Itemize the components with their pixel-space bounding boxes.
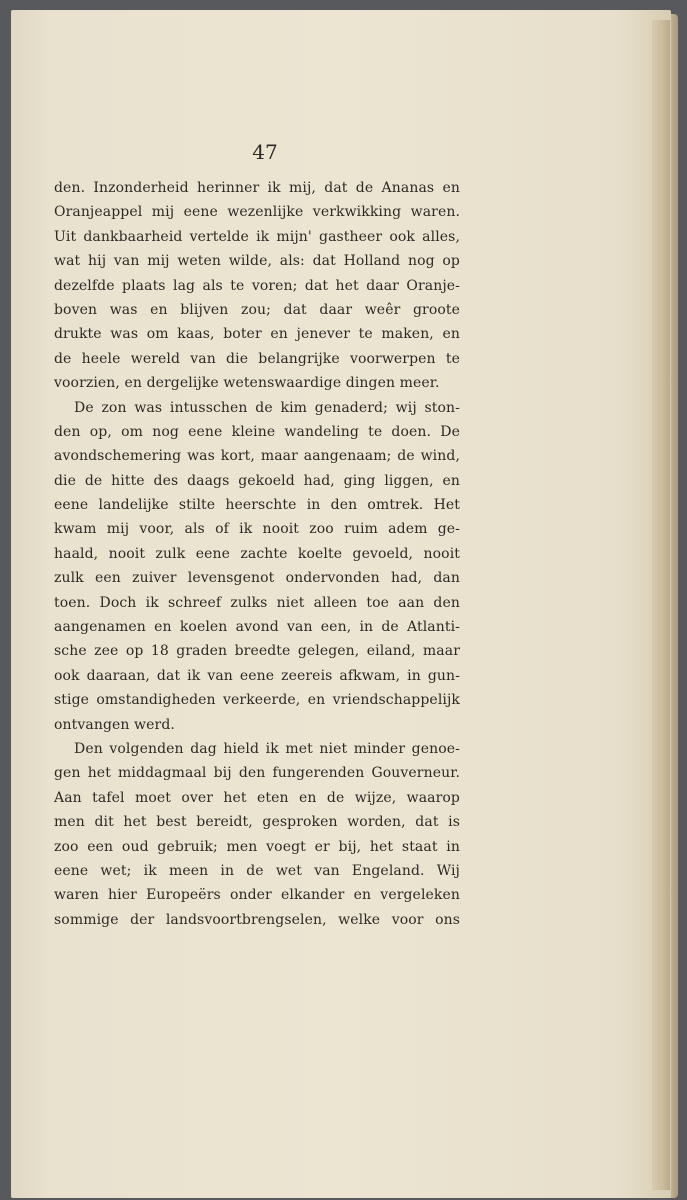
text-line: Aan tafel moet over het eten en de wijze, waarop [54, 789, 460, 806]
text-line: eene landelijke stilte heerschte in den omtrek. Het [54, 497, 460, 514]
text-line: den op, om nog eene kleine wandeling te doen. De [54, 423, 460, 440]
text-line: die de hitte des daags gekoeld had, ging liggen, en [54, 472, 460, 489]
text-line: zulk een zuiver levensgenot ondervonden had, dan [54, 570, 460, 587]
text-line: avondschemering was kort, maar aangenaam; de wind, [54, 448, 460, 465]
text-line: waren hier Europeërs onder elkander en vergeleken [54, 887, 460, 904]
text-line: Den volgenden dag hield ik met niet minder genoe- [74, 740, 460, 757]
text-line: ontvangen werd. [54, 716, 175, 733]
text-line: sche zee op 18 graden breedte gelegen, eiland, maar [54, 643, 460, 660]
text-line: kwam mij voor, als of ik nooit zoo ruim adem ge- [54, 521, 460, 538]
text-line: voorzien, en dergelijke wetenswaardige dingen meer. [54, 375, 440, 392]
text-line: de heele wereld van die belangrijke voorwerpen te [54, 350, 460, 367]
text-line: aangenamen en koelen avond van een, in de Atlanti- [54, 619, 460, 636]
text-line: den. Inzonderheid herinner ik mij, dat de Ananas en [54, 180, 460, 196]
text-line: eene wet; ik meen in de wet van Engeland. Wij [54, 862, 460, 879]
page-number: 47 [252, 140, 278, 164]
text-line: Oranjeappel mij eene wezenlijke verkwikking waren. [54, 204, 460, 221]
text-line: men dit het best bereidt, gesproken worden, dat is [54, 814, 460, 831]
text-line: stige omstandigheden verkeerde, en vriendschappelijk [54, 692, 460, 709]
page-edge-shading [652, 20, 670, 1190]
text-line: drukte was om kaas, boter en jenever te maken, en [54, 326, 460, 343]
text-line: De zon was intusschen de kim genaderd; wij ston- [74, 399, 460, 416]
text-line: gen het middagmaal bij den fungerenden Gouverneur. [54, 765, 460, 782]
text-line: haald, nooit zulk eene zachte koelte gevoeld, nooit [54, 545, 460, 562]
text-line: boven was en blijven zou; dat daar weêr groote [54, 301, 460, 318]
text-line: wat hij van mij weten wilde, als: dat Holland nog op [54, 253, 460, 270]
text-line: zoo een oud gebruik; men voegt er bij, het staat in [54, 838, 460, 855]
text-line: dezelfde plaats lag als te voren; dat het daar Oranje- [54, 277, 460, 294]
text-line: Uit dankbaarheid vertelde ik mijn' gastheer ook alles, [54, 228, 460, 245]
text-line: sommige der landsvoortbrengselen, welke voor ons [54, 911, 460, 928]
body-text [54, 176, 460, 932]
text-line: toen. Doch ik schreef zulks niet alleen toe aan den [54, 594, 460, 611]
text-line: ook daaraan, dat ik van eene zeereis afkwam, in gun- [54, 667, 460, 684]
